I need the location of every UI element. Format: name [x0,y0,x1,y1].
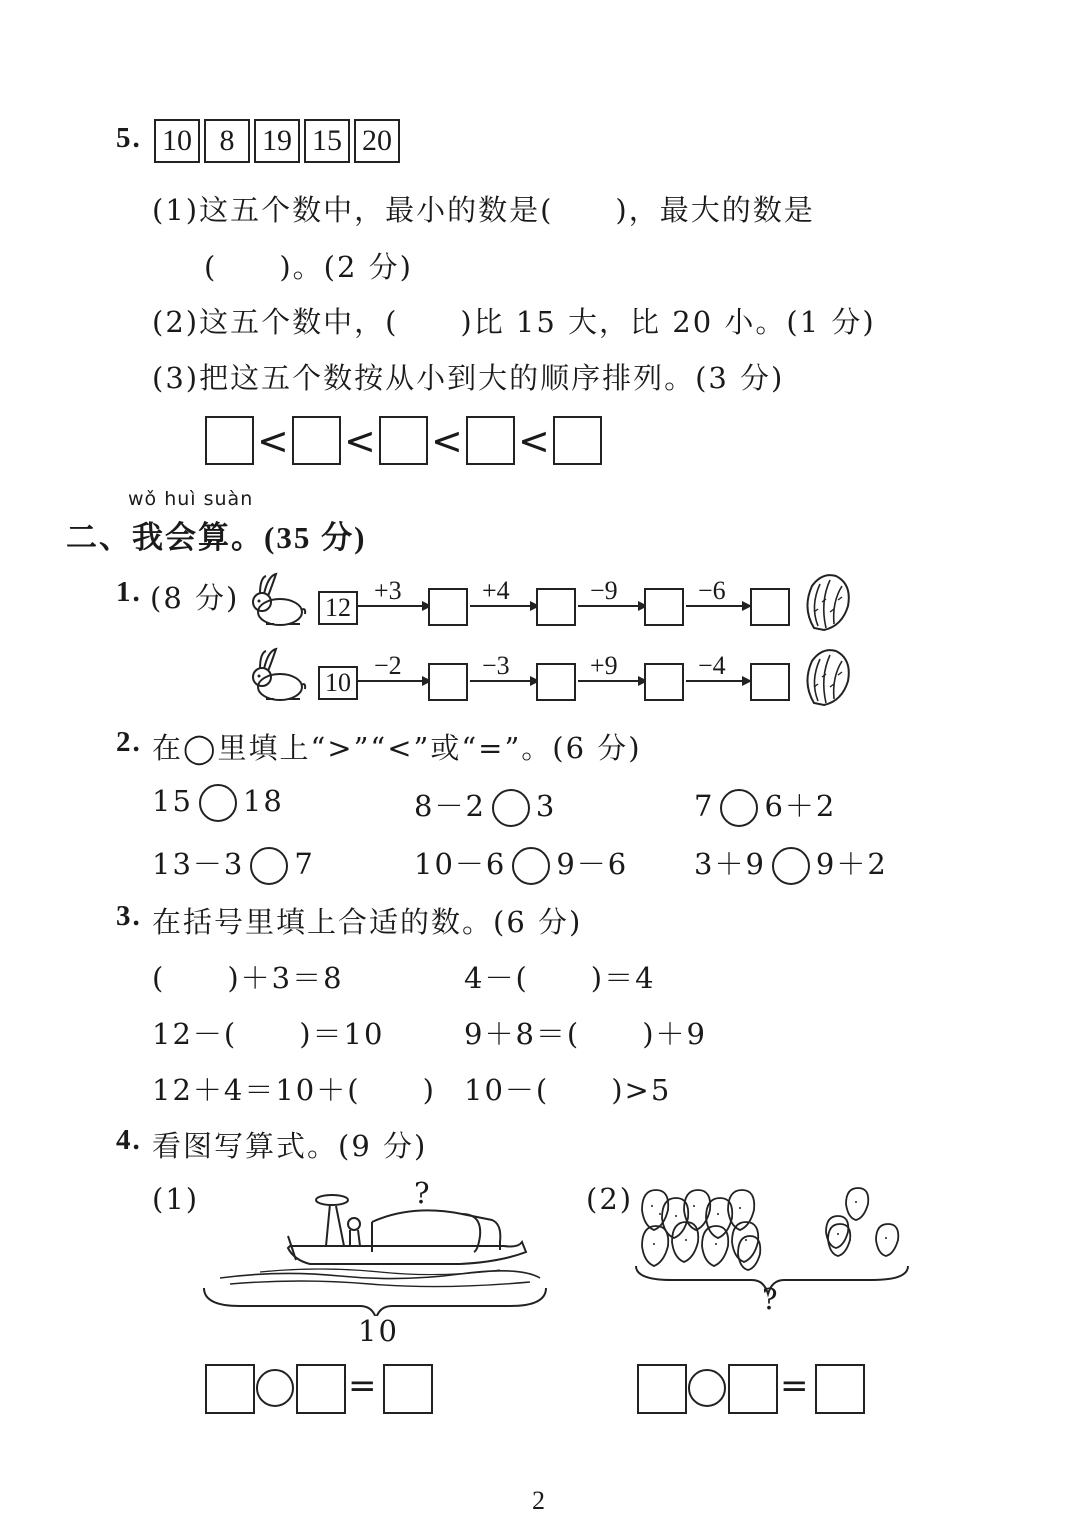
fill-blank-item[interactable]: 4－( )＝4 [464,961,656,995]
number-box: 19 [254,119,300,163]
compare-circle[interactable] [772,847,810,885]
part-1-total: 10 [358,1314,399,1348]
compare-circle[interactable] [199,784,237,822]
question-3-text: 在括号里填上合适的数。(6 分) [152,905,583,939]
question-2-text: 在◯里填上“>”“<”或“=”。(6 分) [152,731,642,765]
compare-right: 6＋2 [764,789,837,823]
q5-sub3: (3)把这五个数按从小到大的顺序排列。(3 分) [152,361,785,395]
compare-left: 10－6 [414,847,507,881]
compare-circle[interactable] [720,789,758,827]
equals-sign: = [780,1366,809,1406]
compare-item [152,842,315,885]
number-box: 10 [154,119,200,163]
chain-arrows [356,590,796,630]
fill-blank-item[interactable]: 12＋4＝10＋( ) [152,1073,436,1107]
compare-item [414,842,628,885]
question-4-text: 看图写算式。(9 分) [152,1129,428,1163]
chain-answer-box[interactable] [428,588,468,626]
part-1-label: (1) [152,1182,200,1216]
chain-start-number: 12 [318,591,358,625]
question-1-points: (8 分) [150,581,240,615]
rabbit-icon [244,647,308,705]
equation-number-box[interactable] [296,1364,346,1414]
rabbit-icon [244,572,308,630]
chain-operation: +9 [590,651,618,680]
order-answer-box[interactable] [466,416,515,465]
compare-left: 7 [694,789,715,823]
chain-start-number: 10 [318,666,358,700]
chain-operation: −6 [698,576,726,605]
less-than-sign: < [431,419,463,463]
compare-circle[interactable] [512,847,550,885]
question-1-number: 1. [116,576,142,608]
equation-result-box[interactable] [815,1364,865,1414]
number-box: 15 [304,119,350,163]
compare-left: 15 [152,784,193,818]
number-box: 8 [204,119,250,163]
order-answer-box[interactable] [205,416,254,465]
compare-circle[interactable] [250,847,288,885]
number-set [154,119,404,163]
cabbage-icon [800,572,854,632]
fill-blank-item[interactable]: ( )＋3＝8 [152,961,344,995]
less-than-sign: < [518,419,550,463]
boat-illustration [200,1186,552,1316]
chain-answer-box[interactable] [536,663,576,701]
equation-operator-circle[interactable] [256,1369,294,1407]
compare-item [414,784,556,827]
order-answer-box[interactable] [379,416,428,465]
section-title: 二、我会算。(35 分) [66,520,367,555]
chain-operation: +4 [482,576,510,605]
cabbage-icon [800,647,854,707]
compare-item [152,784,284,822]
part-2-question-mark: ? [762,1282,780,1316]
chain-arrows [356,665,796,705]
chain-answer-box[interactable] [644,588,684,626]
compare-left: 13－3 [152,847,245,881]
equation-number-box[interactable] [728,1364,778,1414]
q5-sub2: (2)这五个数中，( )比 15 大，比 20 小。(1 分) [152,305,876,339]
equals-sign: = [348,1366,377,1406]
q5-sub1-line1: (1)这五个数中，最小的数是( )，最大的数是 [152,193,815,227]
chain-answer-box[interactable] [750,663,790,701]
fill-blank-item[interactable]: 12－( )＝10 [152,1017,385,1051]
less-than-sign: < [257,419,289,463]
compare-right: 7 [294,847,315,881]
compare-right: 3 [535,789,557,823]
equation-number-box[interactable] [637,1364,687,1414]
fill-blank-item[interactable]: 10－( )>5 [464,1073,672,1107]
order-answer-box[interactable] [292,416,341,465]
equation-operator-circle[interactable] [688,1369,726,1407]
order-answer-box[interactable] [553,416,602,465]
fill-blank-item[interactable]: 9＋8＝( )＋9 [464,1017,707,1051]
compare-item [694,784,836,827]
q5-sub1-line2: ( )。(2 分) [204,250,413,284]
question-5-number: 5. [116,122,142,154]
question-4-number: 4. [116,1124,142,1156]
chain-answer-box[interactable] [644,663,684,701]
number-box: 20 [354,119,400,163]
equation-result-box[interactable] [383,1364,433,1414]
question-3-number: 3. [116,900,142,932]
chain-operation: −2 [374,651,402,680]
chain-operation: −9 [590,576,618,605]
page-number: 2 [532,1486,545,1515]
chain-answer-box[interactable] [750,588,790,626]
compare-left: 3＋9 [694,847,766,881]
part-2-label: (2) [586,1182,634,1216]
chain-operation: −3 [482,651,510,680]
compare-right: 9－6 [556,847,629,881]
equation-number-box[interactable] [205,1364,255,1414]
less-than-sign: < [344,419,376,463]
compare-right: 9＋2 [815,847,888,881]
chain-answer-box[interactable] [536,588,576,626]
compare-left: 8－2 [414,789,486,823]
compare-circle[interactable] [492,789,530,827]
compare-item [694,842,888,885]
part-1-question-mark: ? [414,1176,432,1210]
compare-right: 18 [242,784,284,818]
section-pinyin: wǒ huì suàn [128,488,254,510]
chain-answer-box[interactable] [428,663,468,701]
question-2-number: 2. [116,726,142,758]
chain-operation: +3 [374,576,402,605]
chain-operation: −4 [698,651,726,680]
